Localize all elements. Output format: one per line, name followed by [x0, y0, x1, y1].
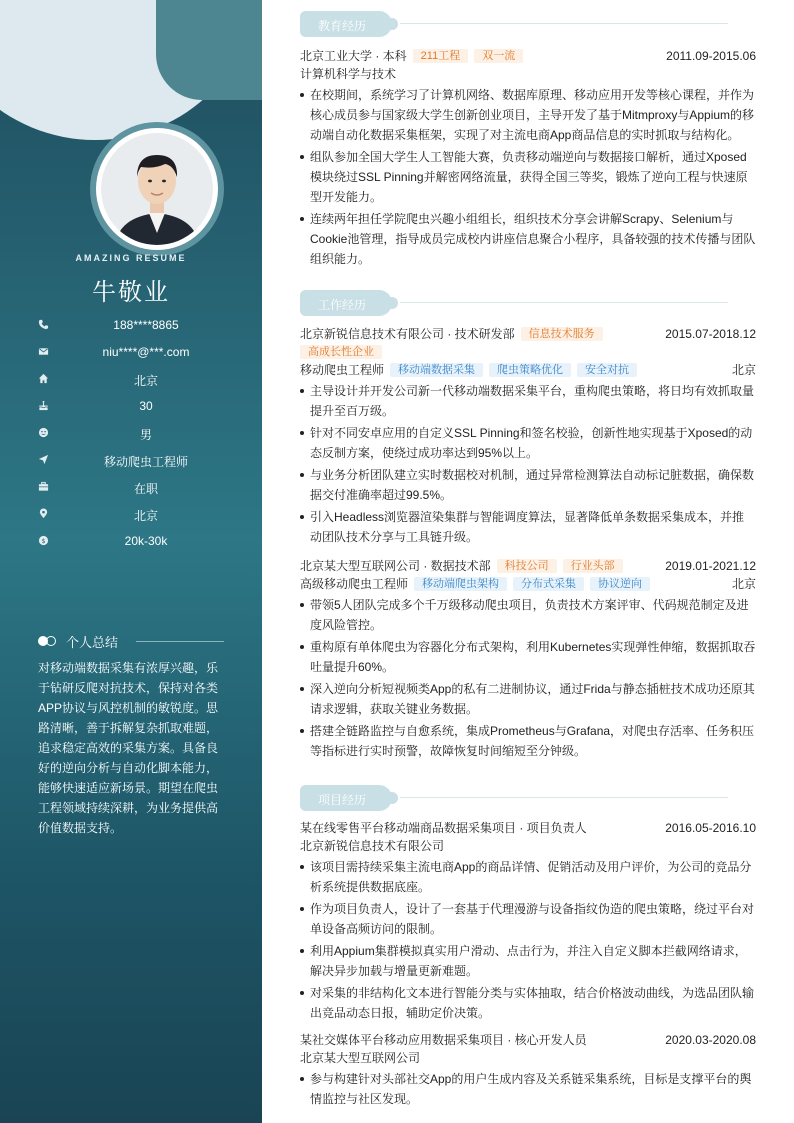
home-icon — [38, 373, 50, 385]
info-phone: 188****8865 — [113, 318, 179, 332]
project-header-row — [300, 1031, 756, 1049]
location-pin-icon — [38, 508, 50, 520]
info-age: 30 — [139, 399, 153, 413]
company-name: 北京某大型互联网公司 · 数据技术部 — [300, 559, 491, 573]
project-name: 某在线零售平台移动端商品数据采集项目 · 项目负责人 — [300, 821, 587, 835]
list-item: 与业务分析团队建立实时数据校对机制，通过异常检测算法自动标记脏数据，确保数据交付准确率超过99.5%。 — [300, 465, 756, 505]
heading-divider — [136, 641, 224, 642]
work-entry-1 — [300, 325, 756, 549]
info-position: 移动爬虫工程师 — [103, 455, 188, 469]
info-row-phone — [0, 316, 262, 343]
school-name: 北京工业大学 · 本科 — [300, 49, 407, 63]
company-tag: 科技公司 — [497, 559, 557, 573]
info-location: 北京 — [133, 509, 158, 523]
job-bullets — [300, 381, 756, 547]
section-title-projects: 项目经历 — [318, 793, 367, 807]
role-tag: 安全对抗 — [577, 363, 637, 377]
info-row-status — [0, 478, 262, 505]
school-tag: 211工程 — [413, 49, 469, 63]
company-header-row — [300, 557, 756, 575]
heading-ring-icon — [46, 636, 56, 646]
svg-text:$: $ — [41, 536, 46, 545]
cake-icon — [38, 400, 50, 412]
job-bullets — [300, 595, 756, 761]
avatar-ring — [90, 122, 224, 256]
briefcase-icon — [38, 481, 50, 493]
section-divider — [400, 302, 728, 303]
info-row-age — [0, 397, 262, 424]
list-item: 该项目需持续采集主流电商App的商品详情、促销活动及用户评价，为公司的竞品分析系统提供数据底座。 — [300, 857, 756, 897]
job-city: 北京 — [731, 363, 756, 377]
job-role: 移动爬虫工程师 — [300, 363, 385, 377]
info-email: niu****@***.com — [102, 345, 190, 359]
job-role: 高级移动爬虫工程师 — [300, 577, 409, 591]
role-tag: 爬虫策略优化 — [489, 363, 571, 377]
info-row-gender — [0, 424, 262, 451]
job-city: 北京 — [731, 577, 756, 591]
list-item: 主导设计并开发公司新一代移动端数据采集平台，重构爬虫策略，将日均有效抓取量提升至百万级。 — [300, 381, 756, 421]
company-tag-row — [300, 343, 756, 361]
info-row-salary — [0, 532, 262, 559]
major-row — [300, 65, 756, 83]
company-tag: 高成长性企业 — [300, 345, 382, 359]
role-tag: 移动端爬虫架构 — [414, 577, 507, 591]
project-bullets — [300, 1069, 756, 1109]
project-date: 2016.05-2016.10 — [665, 821, 756, 835]
summary-title: 个人总结 — [66, 635, 119, 650]
section-header-work — [300, 290, 756, 316]
project-header-row — [300, 819, 756, 837]
project-company: 北京新锐信息技术有限公司 — [300, 839, 445, 853]
project-company-row — [300, 1049, 756, 1067]
company-tag: 行业头部 — [563, 559, 623, 573]
education-header-row — [300, 47, 756, 65]
resume-tagline: AMAZING RESUME — [75, 253, 187, 263]
section-title-education: 教育经历 — [318, 19, 367, 33]
company-header-row — [300, 325, 756, 343]
section-header-education — [300, 11, 756, 37]
list-item: 利用Appium集群模拟真实用户滑动、点击行为，并注入自定义脚本拦截网络请求，解决异步加载与增量更新难题。 — [300, 941, 756, 981]
list-item: 组队参加全国大学生人工智能大赛，负责移动端逆向与数据接口解析，通过Xposed模块绕过SSL Pinning并解密网络流量，获得全国三等奖，锻炼了逆向工程与快速原型开发能力。 — [300, 147, 756, 207]
list-item: 重构原有单体爬虫为容器化分布式架构，利用Kubernetes实现弹性伸缩，数据抓取吞吐量提升60%。 — [300, 637, 756, 677]
info-row-location — [0, 505, 262, 532]
person-icon — [38, 427, 50, 439]
section-divider — [400, 23, 728, 24]
work-entry-2 — [300, 557, 756, 763]
info-status: 在职 — [133, 482, 158, 496]
candidate-name: 牛敬业 — [92, 279, 170, 306]
send-icon — [38, 454, 50, 466]
list-item: 针对不同安卓应用的自定义SSL Pinning和签名校验，创新性地实现基于Xposed的动态反制方案，使绕过成功率达到95%以上。 — [300, 423, 756, 463]
job-date: 2019.01-2021.12 — [665, 559, 756, 573]
project-date: 2020.03-2020.08 — [665, 1033, 756, 1047]
major: 计算机科学与技术 — [300, 67, 397, 81]
project-entry-1 — [300, 819, 756, 1025]
list-item: 连续两年担任学院爬虫兴趣小组组长，组织技术分享会讲解Scrapy、Selenium与Cookie池管理，指导成员完成校内讲座信息聚合小程序，具备较强的技术传播与团队组织能力。 — [300, 209, 756, 269]
list-item: 作为项目负责人，设计了一套基于代理漫游与设备指纹伪造的爬虫策略，绕过平台对单设备高频访问的限制。 — [300, 899, 756, 939]
summary-text: 对移动端数据采集有浓厚兴趣，乐于钻研反爬对抗技术，保持对各类APP协议与风控机制的敏锐度。思路清晰，善于拆解复杂抓取难题，追求稳定高效的采集方案。具备良好的逆向分析与自动化脚本能力，能够快速适应新场景。期望在爬虫工程领域持续深耕，为业务提供高价值数据支持。 — [38, 661, 219, 835]
company-tag: 信息技术服务 — [521, 327, 603, 341]
money-icon — [38, 535, 50, 547]
project-name: 某社交媒体平台移动应用数据采集项目 · 核心开发人员 — [300, 1033, 587, 1047]
summary-heading — [38, 632, 228, 650]
list-item: 搭建全链路监控与自愈系统，集成Prometheus与Grafana，对爬虫存活率、任务积压等指标进行实时预警，故障恢复时间缩短至分钟级。 — [300, 721, 756, 761]
info-salary: 20k-30k — [124, 534, 168, 548]
list-item: 深入逆向分析短视频类App的私有二进制协议，通过Frida与静态插桩技术成功还原其请求逻辑，获取关键业务数据。 — [300, 679, 756, 719]
section-divider — [400, 797, 728, 798]
contact-info-list — [0, 316, 262, 559]
project-entry-2 — [300, 1031, 756, 1111]
education-bullets — [300, 85, 756, 269]
info-hometown: 北京 — [133, 374, 158, 388]
phone-icon — [38, 319, 50, 331]
role-tag: 协议逆向 — [590, 577, 650, 591]
list-item: 带领5人团队完成多个千万级移动爬虫项目，负责技术方案评审、代码规范制定及进度风险管控。 — [300, 595, 756, 635]
info-row-position — [0, 451, 262, 478]
company-name: 北京新锐信息技术有限公司 · 技术研发部 — [300, 327, 515, 341]
project-company: 北京某大型互联网公司 — [300, 1051, 421, 1065]
section-header-projects — [300, 785, 756, 811]
sidebar — [0, 0, 262, 1123]
sidebar-decor-block — [156, 0, 262, 100]
project-company-row — [300, 837, 756, 855]
avatar-photo — [101, 133, 213, 245]
list-item: 在校期间，系统学习了计算机网络、数据库原理、移动应用开发等核心课程，并作为核心成员参与国家级大学生创新创业项目，主导开发了基于Mitmproxy与Appium的移动端自动化数据采集框架，实现了对主流电商App商品信息的实时抓取与结构化。 — [300, 85, 756, 145]
role-tag: 移动端数据采集 — [390, 363, 483, 377]
role-tag: 分布式采集 — [513, 577, 584, 591]
avatar — [96, 128, 218, 250]
project-bullets — [300, 857, 756, 1023]
list-item: 引入Headless浏览器渲染集群与智能调度算法，显著降低单条数据采集成本，并推动团队技术分享与工具链升级。 — [300, 507, 756, 547]
section-title-work: 工作经历 — [318, 298, 367, 312]
school-tag: 双一流 — [474, 49, 523, 63]
list-item: 对采集的非结构化文本进行智能分类与实体抽取，结合价格波动曲线，为选品团队输出竞品动态日报，辅助定价决策。 — [300, 983, 756, 1023]
info-gender: 男 — [139, 428, 152, 442]
role-row — [300, 361, 756, 379]
education-date: 2011.09-2015.06 — [666, 49, 756, 63]
role-row — [300, 575, 756, 593]
info-row-hometown — [0, 370, 262, 397]
job-date: 2015.07-2018.12 — [665, 327, 756, 341]
mail-icon — [38, 346, 50, 358]
info-row-email — [0, 343, 262, 370]
list-item: 参与构建针对头部社交App的用户生成内容及关系链采集系统，目标是支撑平台的舆情监控与社区发现。 — [300, 1069, 756, 1109]
education-entry — [300, 47, 756, 271]
